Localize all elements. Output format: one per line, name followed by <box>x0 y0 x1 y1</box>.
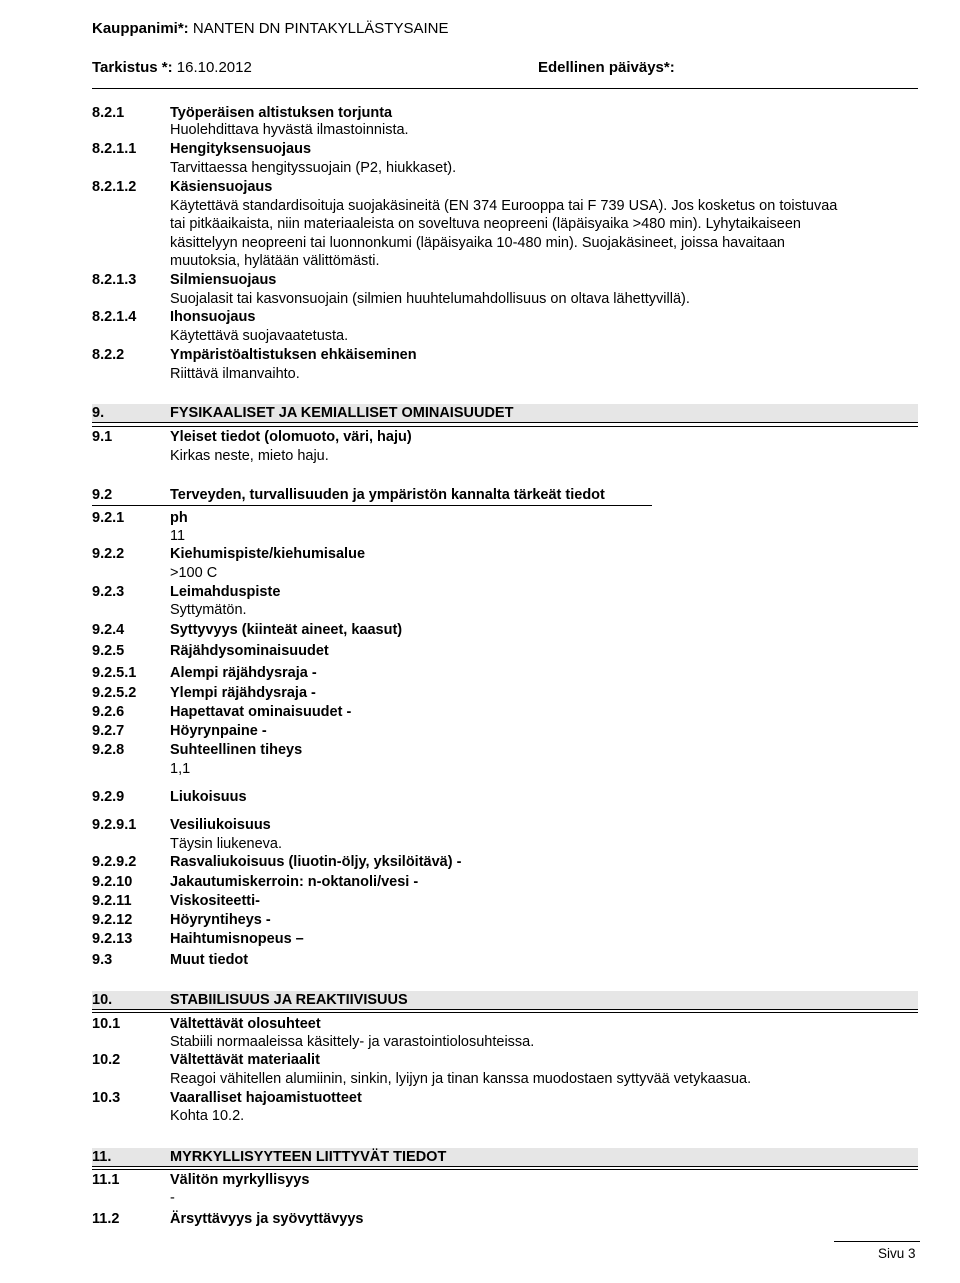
text-9-2-9-1: Täysin liukeneva. <box>170 836 283 852</box>
subsection-8-2-1-3: 8.2.1.3 Silmiensuojaus <box>92 272 277 288</box>
product-label: Kauppanimi*: <box>92 20 189 37</box>
subsection-9-2-7: 9.2.7 Höyrynpaine - <box>92 723 267 739</box>
subsection-11-2: 11.2 Ärsyttävyys ja syövyttävyys <box>92 1211 364 1227</box>
subsection-9-2-12: 9.2.12 Höyryntiheys - <box>92 912 271 928</box>
subsection-10-3: 10.3 Vaaralliset hajoamistuotteet <box>92 1090 362 1106</box>
subsection-10-2: 10.2 Vältettävät materiaalit <box>92 1052 320 1068</box>
text-11-1: - <box>170 1190 175 1206</box>
text-8-2-1-2-line1: Käytettävä standardisoituja suojakäsineitä (EN 374 Eurooppa tai F 739 USA). Jos kosketus on toistuvaa <box>170 198 838 214</box>
subsection-8-2-1-1: 8.2.1.1 Hengityksensuojaus <box>92 141 312 157</box>
text-8-2-1-3: Suojalasit tai kasvonsuojain (silmien huuhtelumahdollisuus on oltava lähettyvillä). <box>170 291 690 307</box>
subsection-9-2-2: 9.2.2 Kiehumispiste/kiehumisalue <box>92 546 366 562</box>
section-11-heading: 11. MYRKYLLISYYTEEN LIITTYVÄT TIEDOT <box>92 1149 447 1165</box>
section-9-heading: 9. FYSIKAALISET JA KEMIALLISET OMINAISUUDET <box>92 405 514 421</box>
subsection-9-2-underline <box>92 505 652 506</box>
section-10-heading: 10. STABIILISUUS JA REAKTIIVISUUS <box>92 992 408 1008</box>
subsection-9-2-8: 9.2.8 Suhteellinen tiheys <box>92 742 303 758</box>
subsection-8-2-2: 8.2.2 Ympäristöaltistuksen ehkäiseminen <box>92 347 417 363</box>
subsection-9-2-9-1: 9.2.9.1 Vesiliukoisuus <box>92 817 271 833</box>
revision-date <box>92 59 252 77</box>
revision-value: 16.10.2012 <box>176 59 252 76</box>
subsection-10-1: 10.1 Vältettävät olosuhteet <box>92 1016 321 1032</box>
section-10-underline <box>92 1012 918 1013</box>
footer-divider <box>834 1241 920 1242</box>
text-9-2-2: >100 C <box>170 565 218 581</box>
text-9-2-8: 1,1 <box>170 761 191 777</box>
section-11-underline <box>92 1169 918 1170</box>
text-8-2-1-2-line3: käsittelyyn neopreeni tai luonnonkumi (läpäisyaika 10-480 min). Suojakäsineet, joissa havaitaan <box>170 235 785 251</box>
text-9-1: Kirkas neste, mieto haju. <box>170 448 329 464</box>
subsection-9-2-5-2: 9.2.5.2 Ylempi räjähdysraja - <box>92 685 316 701</box>
subsection-9-2-9: 9.2.9 Liukoisuus <box>92 789 247 805</box>
text-8-2-1: Huolehdittava hyvästä ilmastoinnista. <box>170 122 409 138</box>
text-9-2-3: Syttymätön. <box>170 602 247 618</box>
subsection-9-2-11: 9.2.11 Viskositeetti- <box>92 893 260 909</box>
subsection-9-2: 9.2 Terveyden, turvallisuuden ja ympäristön kannalta tärkeät tiedot <box>92 487 605 503</box>
subsection-9-2-13: 9.2.13 Haihtumisnopeus – <box>92 931 304 947</box>
text-9-2-1: 11 <box>170 528 186 544</box>
subsection-9-2-6: 9.2.6 Hapettavat ominaisuudet - <box>92 704 352 720</box>
subsection-9-2-10: 9.2.10 Jakautumiskerroin: n-oktanoli/vesi - <box>92 874 419 890</box>
text-8-2-2: Riittävä ilmanvaihto. <box>170 366 300 382</box>
subsection-9-1: 9.1 Yleiset tiedot (olomuoto, väri, haju) <box>92 429 412 445</box>
section-9-underline <box>92 426 918 427</box>
previous-date-label: Edellinen päiväys*: <box>538 59 675 76</box>
page-number: Sivu 3 <box>878 1246 916 1261</box>
product-value: NANTEN DN PINTAKYLLÄSTYSAINE <box>192 20 449 37</box>
text-8-2-1-4: Käytettävä suojavaatetusta. <box>170 328 349 344</box>
product-name <box>92 20 448 38</box>
subsection-9-2-1: 9.2.1 ph <box>92 510 188 526</box>
subsection-9-2-5: 9.2.5 Räjähdysominaisuudet <box>92 643 329 659</box>
text-8-2-1-2-line4: muutoksia, hylätään välittömästi. <box>170 253 380 269</box>
subsection-9-3: 9.3 Muut tiedot <box>92 952 249 968</box>
revision-label: Tarkistus *: <box>92 59 173 76</box>
subsection-9-2-9-2: 9.2.9.2 Rasvaliukoisuus (liuotin-öljy, yksilöitävä) - <box>92 854 462 870</box>
subsection-8-2-1: 8.2.1 Työperäisen altistuksen torjunta <box>92 105 393 121</box>
subsection-9-2-4: 9.2.4 Syttyvyys (kiinteät aineet, kaasut) <box>92 622 403 638</box>
text-8-2-1-2-line2: tai pitkäaikaista, niin materiaaleista on soveltuva neopreeni (läpäisyaika >480 min). Lyhytaikaiseen <box>170 216 801 232</box>
text-10-1: Stabiili normaaleissa käsittely- ja varastointiolosuhteissa. <box>170 1034 535 1050</box>
header-divider <box>92 88 918 89</box>
subsection-9-2-5-1: 9.2.5.1 Alempi räjähdysraja - <box>92 665 317 681</box>
subsection-11-1: 11.1 Välitön myrkyllisyys <box>92 1172 310 1188</box>
text-10-3: Kohta 10.2. <box>170 1108 245 1124</box>
subsection-8-2-1-4: 8.2.1.4 Ihonsuojaus <box>92 309 256 325</box>
text-8-2-1-1: Tarvittaessa hengityssuojain (P2, hiukkaset). <box>170 160 457 176</box>
text-10-2: Reagoi vähitellen alumiinin, sinkin, lyijyn ja tinan kanssa muodostaen syttyvää vetykaasua. <box>170 1071 752 1087</box>
subsection-8-2-1-2: 8.2.1.2 Käsiensuojaus <box>92 179 273 195</box>
subsection-9-2-3: 9.2.3 Leimahduspiste <box>92 584 281 600</box>
